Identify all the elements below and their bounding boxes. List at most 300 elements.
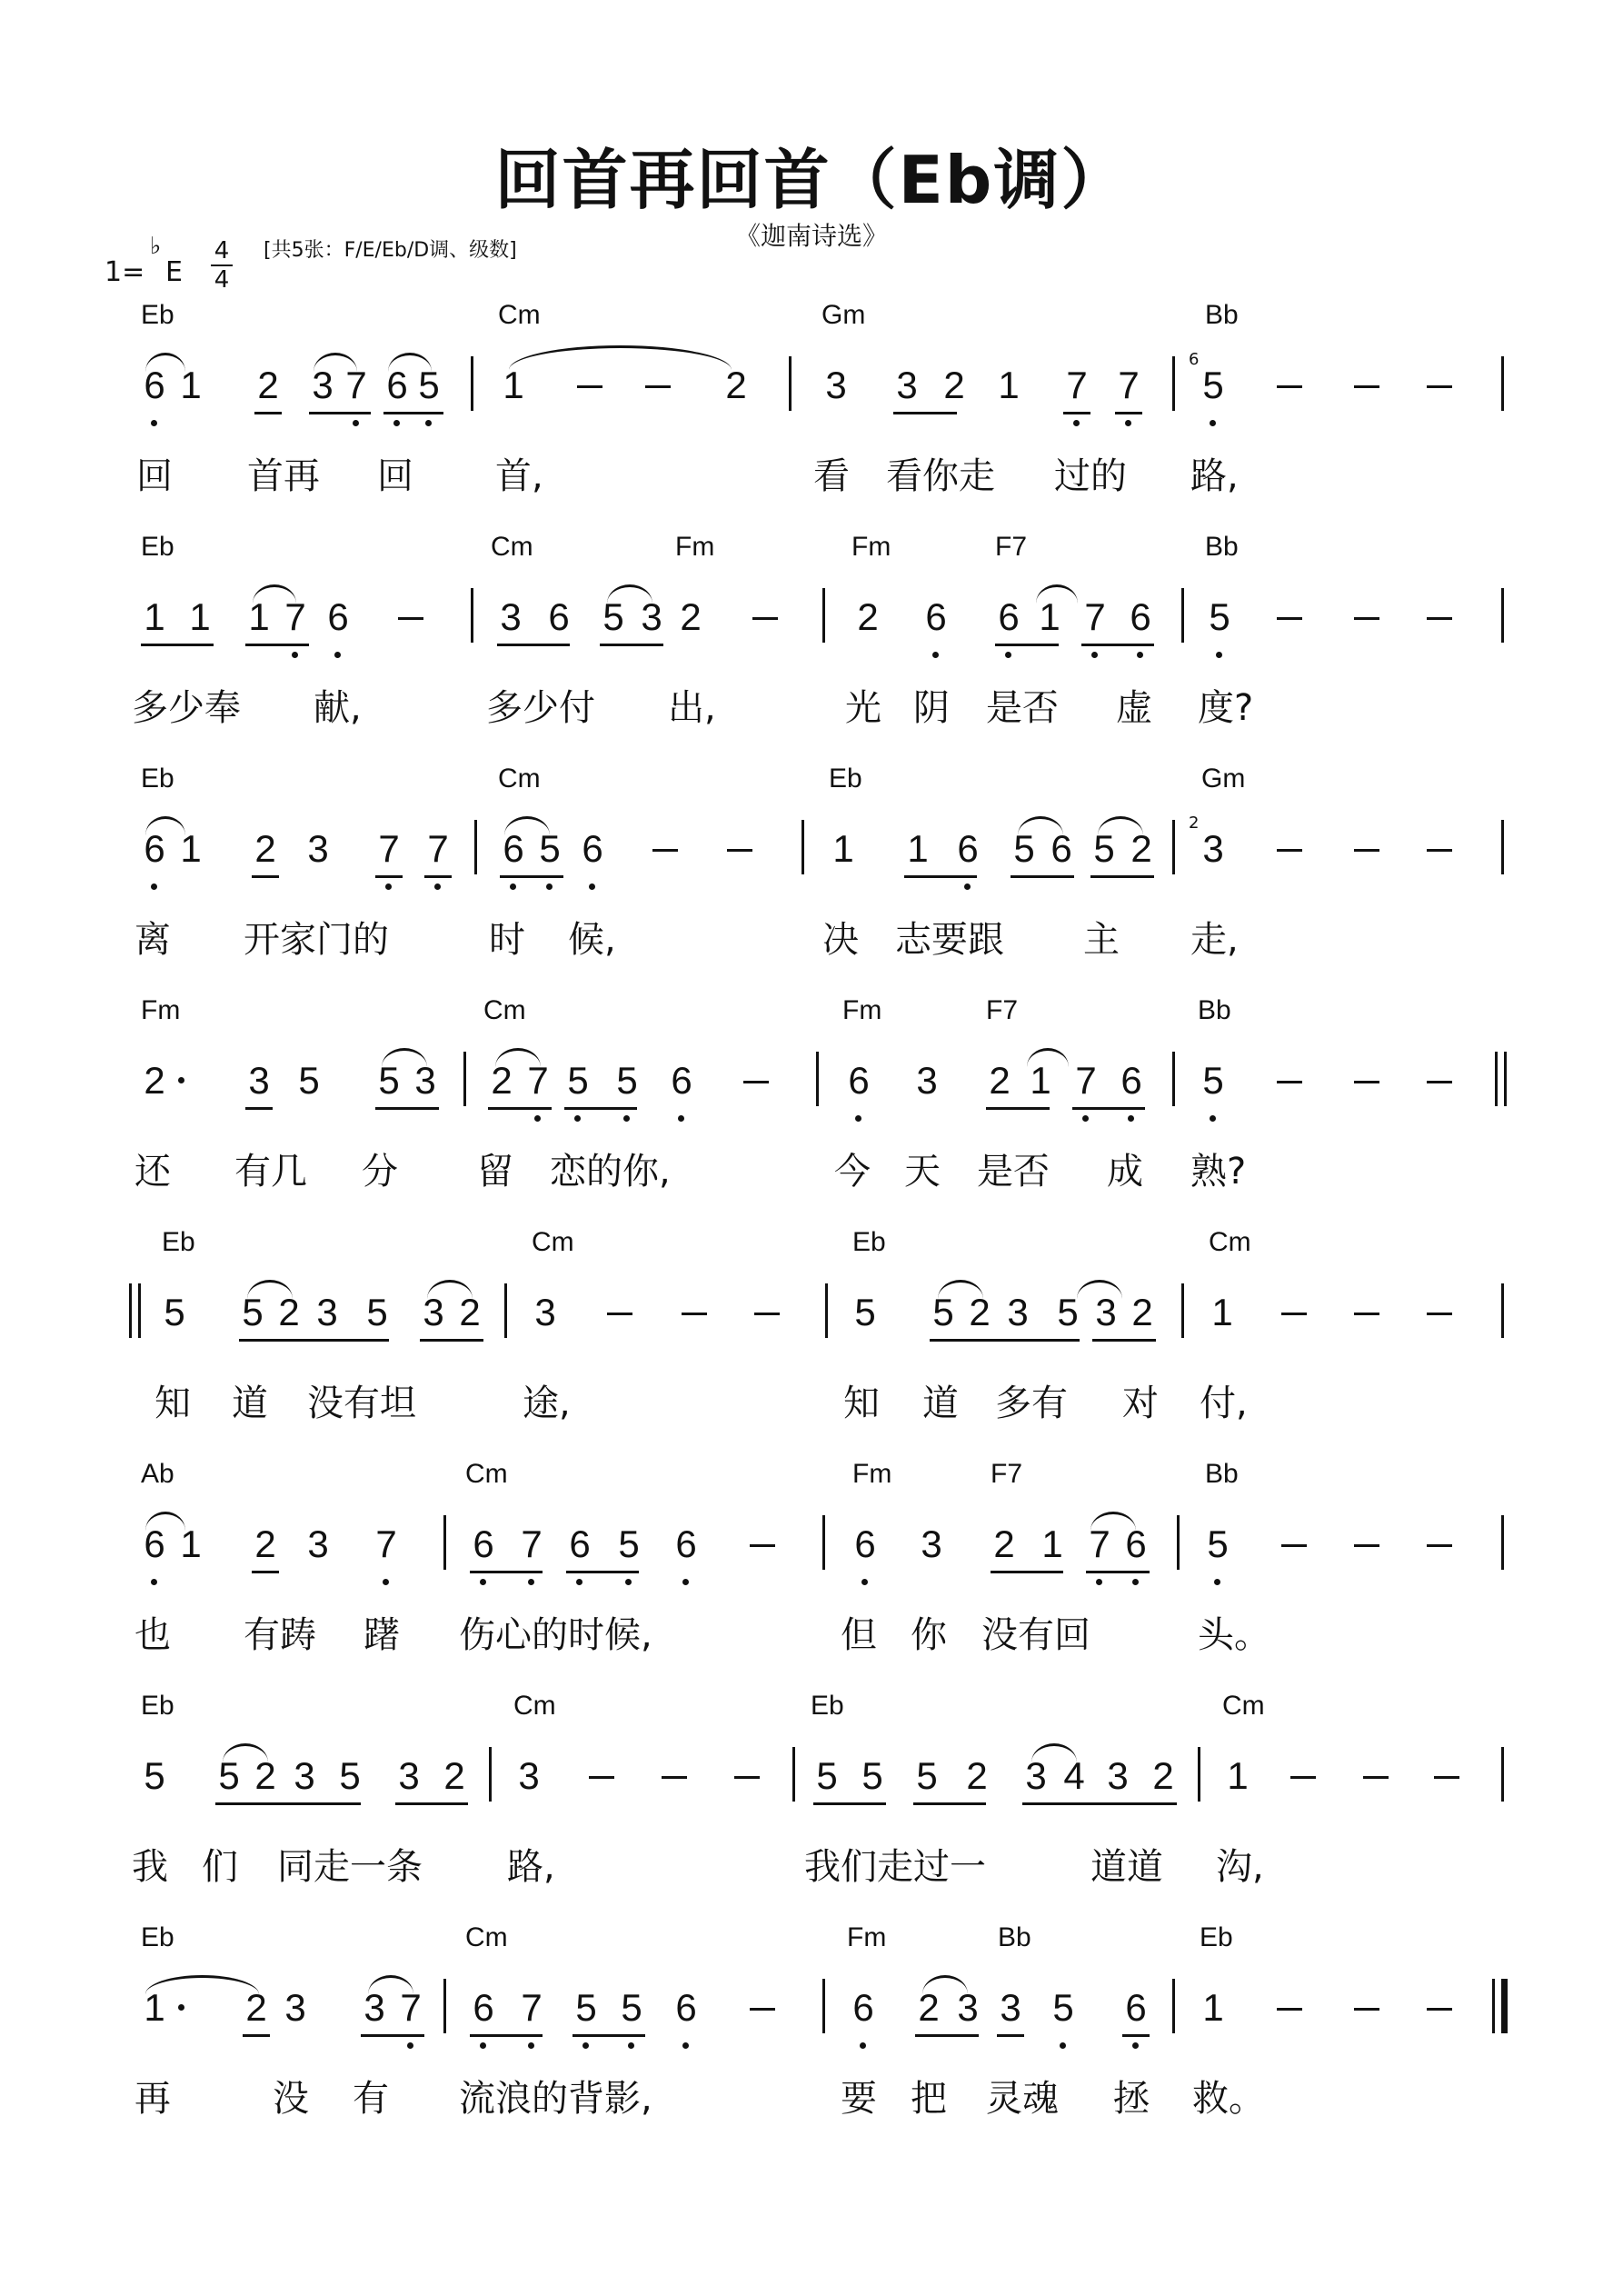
underline	[564, 1107, 637, 1110]
note: 5	[616, 1059, 638, 1102]
underline	[1092, 1339, 1156, 1342]
chord: Cm	[498, 300, 541, 330]
low-dot	[682, 1579, 689, 1585]
tie	[509, 345, 732, 370]
note: 2	[993, 1522, 1015, 1565]
lyric: 走,	[1190, 919, 1239, 961]
note: 3	[896, 364, 918, 406]
low-dot	[860, 2042, 866, 2049]
barline	[1172, 820, 1175, 874]
underline	[600, 644, 663, 646]
dash	[1354, 1313, 1379, 1315]
underline	[375, 875, 403, 878]
chord: Bb	[998, 1922, 1031, 1952]
note: 3	[1095, 1291, 1117, 1333]
note: 7	[1075, 1059, 1097, 1102]
underline	[1072, 1107, 1145, 1110]
chord: Eb	[852, 1227, 886, 1257]
underline	[991, 1571, 1063, 1573]
note: 6	[848, 1059, 870, 1102]
note: 6	[144, 1522, 165, 1565]
note: 3	[1000, 1986, 1021, 2029]
lyric: 有	[353, 2078, 389, 2120]
lyric: 分	[362, 1151, 398, 1193]
key-prefix: 1=	[105, 256, 145, 288]
score-row-8	[0, 1922, 1623, 2150]
low-dot	[1096, 1579, 1102, 1585]
note: 7	[378, 827, 400, 870]
barline	[1198, 1747, 1200, 1802]
lyric: 沟,	[1216, 1846, 1264, 1888]
note: 6	[957, 827, 979, 870]
lyric: 们	[202, 1846, 238, 1888]
note: 6	[854, 1522, 876, 1565]
barline-double	[1504, 1052, 1507, 1106]
chord: Bb	[1205, 1459, 1239, 1489]
note: 7	[427, 827, 449, 870]
note: 3	[398, 1754, 420, 1797]
note: 5	[1013, 827, 1035, 870]
note: 3	[641, 595, 662, 638]
note: 6	[144, 827, 165, 870]
low-dot	[151, 420, 157, 426]
dash	[743, 1081, 769, 1083]
underline	[470, 1571, 543, 1573]
low-dot	[1132, 1579, 1139, 1585]
score-row-1	[0, 300, 1623, 527]
underline	[424, 875, 452, 878]
underline	[913, 1802, 986, 1805]
low-dot	[334, 652, 341, 658]
note: 1	[1030, 1059, 1051, 1102]
lyric: 看你走	[886, 455, 995, 497]
note: 3	[921, 1522, 942, 1565]
lyric: 没有坦	[307, 1383, 416, 1424]
dash	[1427, 385, 1452, 388]
lyric: 还	[134, 1151, 171, 1193]
barline	[825, 1283, 828, 1338]
low-dot	[1125, 420, 1131, 426]
note: 5	[567, 1059, 589, 1102]
note: 3	[957, 1986, 979, 2029]
note: 5	[298, 1059, 320, 1102]
note: 2	[491, 1059, 513, 1102]
note: 6	[852, 1986, 874, 2029]
dash	[1427, 617, 1452, 620]
note: 2	[254, 1754, 276, 1797]
note: 1	[503, 364, 524, 406]
chord: Fm	[842, 995, 882, 1025]
note: 2	[1152, 1754, 1174, 1797]
final-barline-thin	[1492, 1979, 1495, 2033]
underline	[375, 1107, 439, 1110]
note: 3	[1007, 1291, 1029, 1333]
note: 6	[1125, 1522, 1147, 1565]
dash	[734, 1776, 760, 1779]
lyric: 回	[377, 455, 413, 497]
barline	[463, 1052, 466, 1106]
lyric: 主	[1083, 919, 1120, 961]
underline	[1090, 875, 1154, 878]
barline	[1501, 1747, 1504, 1802]
lyric: 途,	[523, 1383, 571, 1424]
note: 1	[1039, 595, 1060, 638]
underline	[420, 1339, 483, 1342]
note: 6	[1125, 1986, 1147, 2029]
dash	[1427, 2008, 1452, 2011]
chord: Fm	[852, 1459, 892, 1489]
lyric: 出,	[668, 687, 716, 729]
underline	[470, 2034, 543, 2037]
dash	[1290, 1776, 1316, 1779]
barline	[1172, 1979, 1175, 2033]
low-dot	[628, 2042, 634, 2049]
flat-sign: ♭	[150, 233, 162, 260]
underline	[1086, 1571, 1150, 1573]
chord: Cm	[1209, 1227, 1251, 1257]
lyric: 没	[273, 2078, 309, 2120]
underline	[500, 875, 563, 878]
dot-extension	[178, 1077, 184, 1083]
note: 3	[534, 1291, 556, 1333]
low-dot	[1137, 652, 1143, 658]
chord: Fm	[675, 532, 715, 562]
lyric: 但	[841, 1614, 877, 1656]
note: 2	[857, 595, 879, 638]
underline	[245, 1107, 273, 1110]
barline	[1501, 820, 1504, 874]
lyric: 知	[843, 1383, 880, 1424]
note: 5	[1057, 1291, 1079, 1333]
meter-bottom: 4	[214, 266, 230, 294]
low-dot	[1091, 652, 1098, 658]
note: 7	[1089, 1522, 1110, 1565]
note: 7	[1084, 595, 1106, 638]
low-dot	[682, 2042, 689, 2049]
chord: Fm	[851, 532, 891, 562]
low-dot	[480, 2042, 486, 2049]
low-dot	[1060, 2042, 1066, 2049]
note: 6	[675, 1986, 697, 2029]
low-dot	[625, 1579, 632, 1585]
lyric: 时	[489, 919, 525, 961]
dash	[1281, 1313, 1307, 1315]
lyric: 知	[154, 1383, 191, 1424]
note: 1	[998, 364, 1020, 406]
underline	[1022, 1802, 1177, 1805]
grace-note: 2	[1189, 814, 1200, 833]
low-dot	[534, 1115, 541, 1122]
low-dot	[932, 652, 939, 658]
barline	[443, 1979, 446, 2033]
note: 2	[1130, 827, 1152, 870]
chord: F7	[986, 995, 1019, 1025]
low-dot	[480, 1579, 486, 1585]
underline	[243, 2034, 270, 2037]
note: 5	[242, 1291, 264, 1333]
note: 1	[1211, 1291, 1233, 1333]
lyric: 有几	[234, 1151, 307, 1193]
underline	[254, 412, 282, 414]
chord: Eb	[141, 532, 174, 562]
dash	[1427, 849, 1452, 852]
lyric: 熟?	[1190, 1151, 1247, 1193]
note: 3	[312, 364, 334, 406]
lyric: 拯	[1113, 2078, 1150, 2120]
dash	[1281, 1544, 1307, 1547]
chord: Bb	[1205, 532, 1239, 562]
low-dot	[151, 1579, 157, 1585]
lyric: 光	[845, 687, 881, 729]
lyric: 躇	[363, 1614, 400, 1656]
underline	[309, 412, 371, 414]
note: 3	[1025, 1754, 1047, 1797]
chord: Bb	[1198, 995, 1231, 1025]
lyric: 救。	[1192, 2078, 1265, 2120]
underline	[252, 875, 279, 878]
underline	[361, 2034, 424, 2037]
lyric: 同走一条	[277, 1846, 423, 1888]
note: 3	[284, 1986, 306, 2029]
low-dot	[510, 883, 516, 890]
lyric: 流浪的背影,	[459, 2078, 652, 2120]
note: 3	[307, 827, 329, 870]
note: 1	[180, 827, 202, 870]
barline	[1172, 1052, 1175, 1106]
lyric: 回	[136, 455, 173, 497]
barline	[471, 356, 473, 411]
note: 2	[443, 1754, 465, 1797]
note: 6	[925, 595, 947, 638]
note: 3	[414, 1059, 436, 1102]
note: 1	[1202, 1986, 1224, 2029]
note: 1	[832, 827, 854, 870]
underline	[497, 644, 570, 646]
chord: Eb	[141, 1922, 174, 1952]
dash	[754, 1313, 780, 1315]
note: 6	[386, 364, 408, 406]
note: 6	[503, 827, 524, 870]
low-dot	[623, 1115, 630, 1122]
low-dot	[1082, 1115, 1089, 1122]
chord: Bb	[1205, 300, 1239, 330]
note: 2	[254, 827, 276, 870]
note: 2	[966, 1754, 988, 1797]
song-title: 回首再回首（Eb调）	[494, 142, 1129, 218]
low-dot	[678, 1115, 684, 1122]
grace-note: 6	[1189, 350, 1200, 369]
note: 6	[548, 595, 570, 638]
lyric: 道	[232, 1383, 268, 1424]
note: 6	[569, 1522, 591, 1565]
note: 5	[1207, 1522, 1229, 1565]
dash	[1277, 849, 1302, 852]
chord: Cm	[491, 532, 533, 562]
low-dot	[546, 883, 553, 890]
barline-double	[1495, 1052, 1498, 1106]
low-dot	[574, 1115, 581, 1122]
underline	[904, 875, 977, 878]
lyric: 路,	[1190, 455, 1239, 497]
note: 6	[582, 827, 603, 870]
low-dot	[576, 1579, 582, 1585]
dash	[1277, 2008, 1302, 2011]
note: 3	[1202, 827, 1224, 870]
lyric: 对	[1122, 1383, 1159, 1424]
barline-double	[138, 1283, 141, 1338]
edition-note: [共5张：F/E/Eb/D调、级数]	[264, 239, 517, 262]
note: 6	[327, 595, 349, 638]
dash	[1354, 1081, 1379, 1083]
underline	[488, 1107, 552, 1110]
note: 1	[1041, 1522, 1063, 1565]
low-dot	[425, 420, 432, 426]
note: 5	[1052, 1986, 1074, 2029]
barline	[504, 1283, 507, 1338]
note: 2	[680, 595, 702, 638]
note: 5	[621, 1986, 642, 2029]
underline	[1081, 644, 1154, 646]
note: 5	[575, 1986, 597, 2029]
lyric: 道	[922, 1383, 959, 1424]
underline	[986, 1107, 1050, 1110]
dash	[1354, 385, 1379, 388]
note: 3	[916, 1059, 938, 1102]
low-dot	[1005, 652, 1011, 658]
dash	[752, 617, 778, 620]
score-row-6	[0, 1459, 1623, 1686]
lyric: 多少奉	[132, 687, 241, 729]
barline	[489, 1747, 492, 1802]
underline	[930, 1339, 1080, 1342]
final-barline-thick	[1501, 1979, 1508, 2033]
barline	[792, 1747, 795, 1802]
barline	[1501, 588, 1504, 643]
lyric: 是否	[977, 1151, 1050, 1193]
lyric: 看	[813, 455, 850, 497]
note: 5	[1209, 595, 1230, 638]
chord: Cm	[483, 995, 526, 1025]
note: 1	[144, 1986, 165, 2029]
underline	[893, 412, 957, 414]
lyric: 首再	[247, 455, 320, 497]
lyric: 多少付	[486, 687, 595, 729]
barline	[443, 1515, 446, 1570]
underline	[395, 1802, 468, 1805]
note: 6	[473, 1986, 494, 2029]
lyric: 过的	[1054, 455, 1127, 497]
note: 5	[144, 1754, 165, 1797]
lyric: 开家门的	[244, 919, 389, 961]
low-dot	[1132, 2042, 1139, 2049]
note: 2	[725, 364, 747, 406]
dash	[1427, 1544, 1452, 1547]
lyric: 天	[904, 1151, 941, 1193]
meter-top: 4	[214, 237, 230, 265]
barline	[1181, 588, 1184, 643]
note: 3	[294, 1754, 315, 1797]
dash	[750, 2008, 775, 2011]
note: 2	[969, 1291, 991, 1333]
note: 5	[916, 1754, 938, 1797]
note: 5	[1202, 1059, 1224, 1102]
low-dot	[434, 883, 441, 890]
low-dot	[1128, 1115, 1134, 1122]
note: 2	[254, 1522, 276, 1565]
low-dot	[855, 1115, 861, 1122]
lyric: 恋的你,	[550, 1151, 671, 1193]
chord: Eb	[811, 1691, 844, 1721]
low-dot	[582, 2042, 589, 2049]
lyric: 留	[477, 1151, 513, 1193]
lyric: 也	[134, 1614, 171, 1656]
score-row-4	[0, 995, 1623, 1223]
key-letter: E	[165, 256, 183, 288]
barline	[816, 1052, 819, 1106]
barline-double	[129, 1283, 132, 1338]
barline	[1172, 356, 1175, 411]
lyric: 多有	[995, 1383, 1068, 1424]
note: 7	[521, 1522, 543, 1565]
chord: Cm	[532, 1227, 574, 1257]
chord: Ab	[141, 1459, 174, 1489]
note: 1	[180, 364, 202, 406]
dash	[589, 1776, 614, 1779]
barline	[822, 1979, 825, 2033]
note: 6	[1120, 1059, 1142, 1102]
lyric: 虚	[1116, 687, 1152, 729]
low-dot	[589, 883, 595, 890]
chord: Eb	[141, 1691, 174, 1721]
underline	[383, 412, 443, 414]
chord: Gm	[821, 300, 866, 330]
lyric: 没有回	[981, 1614, 1090, 1656]
note: 2	[278, 1291, 300, 1333]
low-dot	[1073, 420, 1080, 426]
note: 5	[932, 1291, 954, 1333]
chord: Eb	[141, 764, 174, 794]
barline	[1181, 1283, 1184, 1338]
low-dot	[353, 420, 359, 426]
low-dot	[528, 2042, 534, 2049]
dash	[750, 1544, 775, 1547]
score-row-7	[0, 1691, 1623, 1918]
dash	[1354, 849, 1379, 852]
underline	[215, 1802, 361, 1805]
note: 3	[500, 595, 522, 638]
low-dot	[385, 883, 392, 890]
lyric: 再	[134, 2078, 171, 2120]
note: 7	[345, 364, 367, 406]
low-dot	[292, 652, 298, 658]
underline	[1063, 412, 1090, 414]
note: 3	[316, 1291, 338, 1333]
underline	[566, 1571, 639, 1573]
dash	[1354, 617, 1379, 620]
note: 7	[400, 1986, 422, 2029]
underline	[245, 644, 309, 646]
note: 5	[861, 1754, 883, 1797]
source-subtitle: 《迦南诗选》	[734, 221, 888, 251]
score-row-3	[0, 764, 1623, 991]
note: 6	[671, 1059, 692, 1102]
dot-extension	[178, 2004, 184, 2011]
note: 7	[521, 1986, 543, 2029]
low-dot	[383, 1579, 389, 1585]
lyric: 候,	[568, 919, 616, 961]
lyric: 志要跟	[895, 919, 1004, 961]
note: 5	[339, 1754, 361, 1797]
